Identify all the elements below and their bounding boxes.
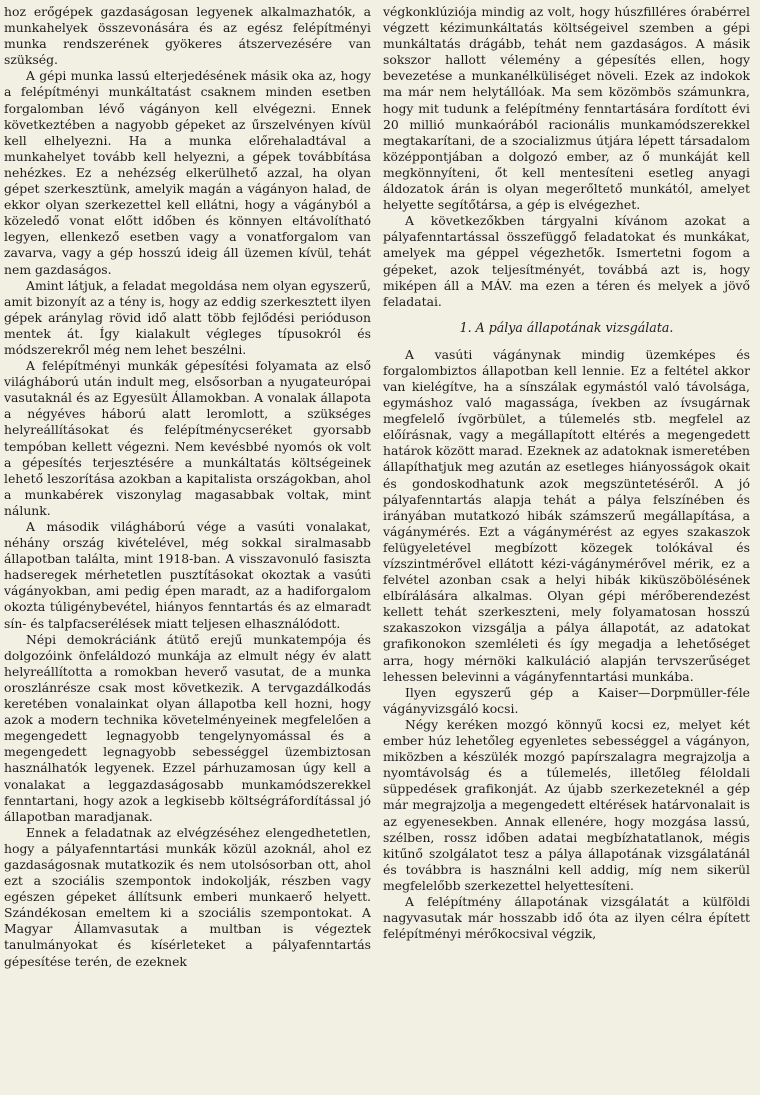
paragraph: A vasúti vágánynak mindig üzemképes és forgalombiztos állapotban kell lennie. Ez a feltétel akkor van kielégítve, ha a sínszálak egymástól való távolsága, egymáshoz való magassága, ívekben az ívsugárnak megfelelő ívgörbület, a túlemelés stb. megfelel az előírásnak, vagy a megállapított eltérés a megengedett határok között marad. Ezeknek az adatoknak ismeretében állapíthatjuk meg azután az esetleges hiányosságok okait és gondoskodhatunk azok megszüntetéséről. A jó pályafenntartás alapja tehát a pálya felszínében és irányában mutatkozó hibák számszerű megállapítása, a vágánymérés. Ezt a vágánymérést az egyes szakaszok felügyeletével megbízott közegek tolókával és vízszintmérővel ellátott kézi-vágánymérővel mérik, ez a felvétel azonban csak a helyi hibák kiküszöbölésének elbírálására alkalmas. Olyan gépi mérőberendezést kellett tehát szerkeszteni, mely folyamatosan hosszú szakaszokon vizsgálja a pálya állapotát, az adatokat grafikonokon szemléleti és így megadja a lehetőséget arra, hogy mérnöki kalkuláció alapján tervszerűséget lehessen belevinni a vágányfenntartási munkába.	[383, 346, 750, 684]
paragraph: hoz erőgépek gazdaságosan legyenek alkalmazhatók, a munkahelyek összevonására és az egész felépítményi munka rendszerének gyökeres átszervezésére van szükség.	[4, 4, 371, 68]
section-heading: 1. A pálya állapotának vizsgálata.	[459, 319, 674, 335]
paragraph: A második világháború vége a vasúti vonalakat, néhány ország kivételével, még sokkal siralmasabb állapotban találta, mint 1918-ban. A visszavonuló fasiszta hadseregek mérhetetlen pusztításokat okoztak a vasúti vágányokban, ami pedig épen maradt, az a hadiforgalom okozta túligénybevétel, hiányos fenntartás és az elmaradt sín- és talpfacserélések miatt teljesen elhasználódott.	[4, 519, 371, 631]
right-column	[383, 4, 750, 1095]
left-column	[4, 4, 371, 1095]
paragraph: Négy keréken mozgó könnyű kocsi ez, melyet két ember húz lehetőleg egyenletes sebességgel a vágányon, miközben a készülék mozgó papírszalagra megrajzolja a nyomtávolság és a túlemelés, illetőleg féloldali süppedések grafikonját. Az újabb szerkezeteknél a gép már megrajzolja a megengedett eltérések határvonalait is az egyenesekben. Annak ellenére, hogy mozgása lassú, szélben, rossz időben adatai megbízhatatlanok, mégis kitűnő szolgálatot tesz a pálya állapotának vizsgálatánál és továbbra is használni kell addig, míg nem sikerül megfelelőbb szerkezettel helyettesíteni.	[383, 716, 750, 893]
paragraph: Népi demokráciánk átütő erejű munkatempója és dolgozóink önfeláldozó munkája az elmult négy év alatt helyreállította a romokban heverő vasutat, de a munka oroszlánrésze csak most következik. A tervgazdálkodás keretében vonalainkat olyan állapotba kell hozni, hogy azok a modern technika követelményeinek megfelelően a megengedett legnagyobb tengelynyomással és a megengedett legnagyobb sebességgel üzembiztosan használhatók legyenek. Ezzel párhuzamosan úgy kell a vonalakat a leggazdaságosabb munkamódszerekkel fenntartani, hogy azok a legkisebb költségráfordítással jó állapotban maradjanak.	[4, 631, 371, 824]
paragraph: Ennek a feladatnak az elvégzéséhez elengedhetetlen, hogy a pályafenntartási munkák közül azoknál, ahol ez gazdaságosnak mutatkozik és nem utolsósorban ott, ahol ezt a szociális szempontok indokolják, részben vagy egészen gépeket állítsunk emberi munkaerő helyett. Szándékosan emeltem ki a szociális szempontokat. A Magyar Államvasutak a multban is végeztek tanulmányokat és kísérleteket a pályafenntartás gépesítése terén, de ezeknek	[4, 824, 371, 969]
paragraph: A felépítményi munkák gépesítési folyamata az első világháború után indult meg, elsősorban a nyugateurópai vasutaknál és az Egyesült Államokban. A vonalak állapota a négyéves háború alatt leromlott, a szükséges helyreállításokat és felépítménycseréket gyorsabb tempóban kellett végezni. Nem kevésbbé nyomós ok volt a gépesítés terjesztésére a munkáltatás költségeinek lehető leszorítása azokban a kapitalista országokban, ahol a munkabérek viszonylag magasabbak voltak, mint nálunk.	[4, 358, 371, 518]
paragraph: A gépi munka lassú elterjedésének másik oka az, hogy a felépítményi munkáltatást csaknem minden esetben forgalomban lévő vágányon kell elvégezni. Ennek következtében a nagyobb gépeket az űrszelvényen kívül kell elhelyezni. Ha a munka előrehaladtával a munkahelyet tovább kell helyezni, a gépek továbbítása nehézkes. Ez a nehézség elkerülhető azzal, ha olyan gépet szerkesztünk, amelyik magán a vágányon halad, de ekkor olyan szerkezettel kell ellátni, hogy a vágányból a közeledő vonat előtt időben és könnyen eltávolítható legyen, ellenkező esetben vagy a vonatforgalom van zavarva, vagy a gép hosszú ideig áll üzemen kívül, tehát nem gazdaságos.	[4, 68, 371, 277]
paragraph: Amint látjuk, a feladat megoldása nem olyan egyszerű, amit bizonyít az a tény is, hogy az eddig szerkesztett ilyen gépek aránylag rövid idő alatt több fejlődési perióduson mentek át. Így kialakult végleges típusokról és módszerekről még nem lehet beszélni.	[4, 277, 371, 357]
paragraph: Ilyen egyszerű gép a Kaiser—Dorpmüller-féle vágányvizsgáló kocsi.	[383, 684, 750, 716]
paragraph: A következőkben tárgyalni kívánom azokat a pályafenntartással összefüggő feladatokat és munkákat, amelyek ma géppel végezhetők. Ismertetni fogom a gépeket, azok teljesítményét, továbbá azt is, hogy miképen áll a MÁV. ma ezen a téren és melyek a jövő feladatai.	[383, 213, 750, 309]
paragraph: A felépítmény állapotának vizsgálatát a külföldi nagyvasutak már hosszabb idő óta az ilyen célra épített felépítményi mérőkocsival végzik,	[383, 893, 750, 942]
paragraph: végkonklúziója mindig az volt, hogy húszfilléres órabérrel végzett kézimunkáltatás költségeivel szemben a gépi munkáltatás drágább, tehát nem gazdaságos. A másik sokszor hallott vélemény a gépesítés ellen, hogy bevezetése a munkanélküliséget növeli. Ezek az indokok ma már nem helytállóak. Ma sem közömbös számunkra, hogy mit tudunk a felépítmény fenntartására fordított évi 20 millió munkaórából racionális munkamódszerekkel megtakarítani, de a szocializmus útjára lépett társadalom középpontjában a dolgozó ember, az ő munkáját kell megkönnyíteni, őt kell mentesíteni esetleg anyagi áldozatok árán is olyan megerőltető munkától, amelyet helyette segítőtársa, a gép is elvégezhet.	[383, 4, 750, 213]
